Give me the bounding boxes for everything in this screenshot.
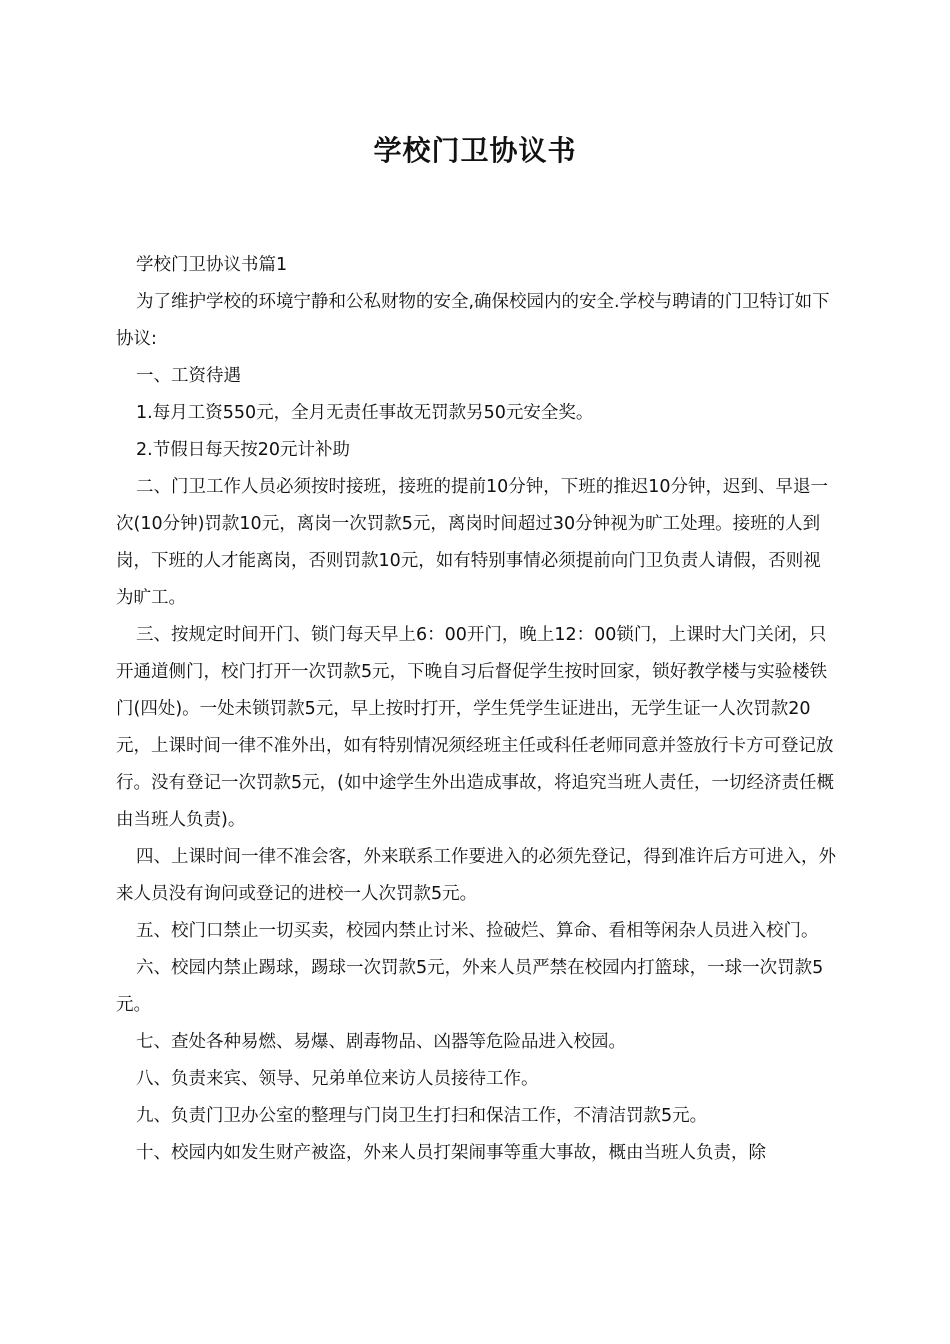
clause-7: 七、查处各种易燃、易爆、剧毒物品、凶器等危险品进入校园。 — [136, 1032, 626, 1052]
clause-9: 九、负责门卫办公室的整理与门岗卫生打扫和保洁工作，不清洁罚款5元。 — [136, 1106, 708, 1126]
clause-6: 六、校园内禁止踢球，踢球一次罚款5元，外来人员严禁在校园内打篮球，一球一次罚款5元。 — [116, 958, 824, 1015]
document-title: 学校门卫协议书 — [373, 134, 577, 167]
clause-1-heading: 一、工资待遇 — [136, 366, 241, 386]
clause-5: 五、校门口禁止一切买卖，校园内禁止讨米、捡破烂、算命、看相等闲杂人员进入校门。 — [136, 921, 819, 941]
clause-10: 十、校园内如发生财产被盗，外来人员打架闹事等重大事故，概由当班人负责，除 — [136, 1143, 766, 1163]
section-heading: 学校门卫协议书篇1 — [136, 255, 288, 275]
clause-1-item-2: 2.节假日每天按20元计补助 — [136, 440, 350, 460]
clause-3: 三、按规定时间开门、锁门每天早上6：00开门，晚上12：00锁门，上课时大门关闭，只开通道侧门，校门打开一次罚款5元，下晚自习后督促学生按时回家，锁好教学楼与实验楼铁门(四处)。一处未锁罚款5元，早上按时打开，学生凭学生证进出，无学生证一人次罚款20元，上课时间一律不准外出，如有特别情况须经班主任或科任老师同意并签放行卡方可登记放行。没有登记一次罚款5元，(如中途学生外出造成事故，将追究当班人责任，一切经济责任概由当班人负责)。 — [116, 625, 834, 830]
clause-4: 四、上课时间一律不准会客，外来联系工作要进入的必须先登记，得到准许后方可进入，外来人员没有询问或登记的进校一人次罚款5元。 — [116, 847, 836, 904]
document-body — [116, 247, 838, 1172]
intro-paragraph: 为了维护学校的环境宁静和公私财物的安全,确保校园内的安全.学校与聘请的门卫特订如下协议: — [116, 292, 830, 349]
clause-2: 二、门卫工作人员必须按时接班，接班的提前10分钟，下班的推迟10分钟，迟到、早退一次(10分钟)罚款10元，离岗一次罚款5元，离岗时间超过30分钟视为旷工处理。接班的人到岗，下班的人才能离岗，否则罚款10元，如有特别事情必须提前向门卫负责人请假，否则视为旷工。 — [116, 477, 829, 608]
clause-8: 八、负责来宾、领导、兄弟单位来访人员接待工作。 — [136, 1069, 539, 1089]
clause-1-item-1: 1.每月工资550元，全月无责任事故无罚款另50元安全奖。 — [136, 403, 594, 423]
